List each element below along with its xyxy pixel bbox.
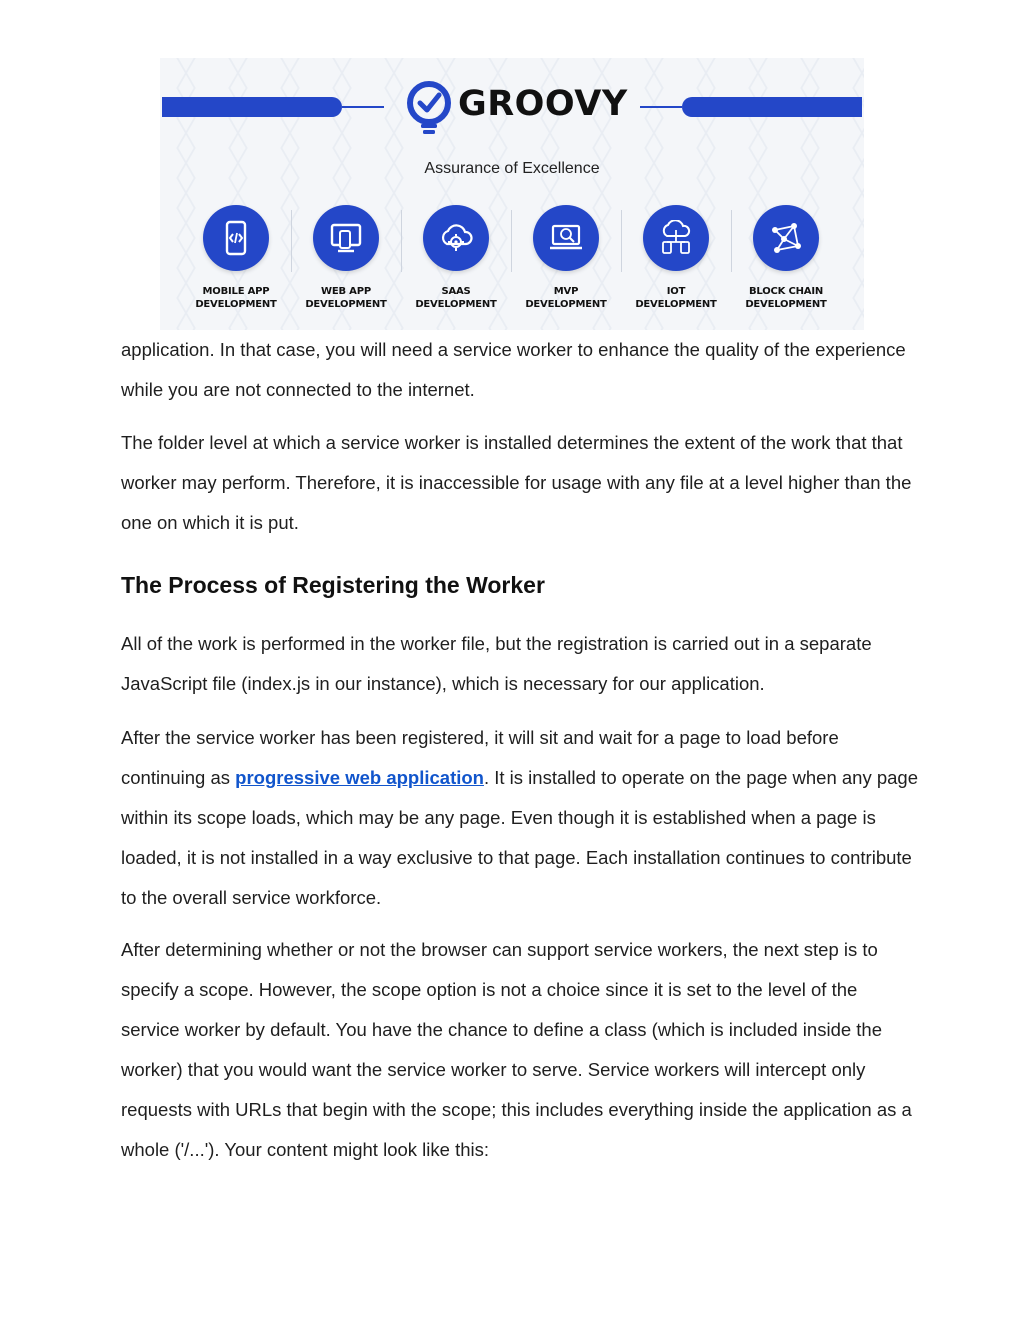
service-blockchain	[731, 205, 841, 315]
iot-cloud-icon	[658, 220, 694, 256]
service-line2: DEVELOPMENT	[635, 299, 717, 310]
service-web-app	[291, 205, 401, 315]
mvp-laptop-icon	[548, 220, 584, 256]
service-line1: SAAS	[441, 286, 471, 297]
groovy-banner	[160, 58, 864, 330]
web-app-icon	[328, 220, 364, 256]
service-line2: DEVELOPMENT	[195, 299, 277, 310]
service-iot	[621, 205, 731, 315]
section-heading: The Process of Registering the Worker	[121, 572, 545, 598]
blockchain-network-icon	[768, 220, 804, 256]
service-line1: BLOCK CHAIN	[748, 286, 824, 297]
tagline: Assurance of Excellence	[424, 160, 600, 177]
paragraph-text: . It is installed to operate on the page when any page within its scope loads, which may be any page. Even though it is established when a page is loaded, it is not installed in a way exclusive to that page. Each installation continues to contribute to the overall service workforce.	[121, 767, 918, 908]
service-line2: DEVELOPMENT	[745, 299, 827, 310]
paragraph-scope: After determining whether or not the browser can support service workers, the next step is to specify a scope. However, the scope option is not a choice since it is set to the level of the service worker by default. You have the chance to define a class (which is included inside the worker) that you would want the service worker to serve. Service workers will intercept only requests with URLs that begin with the scope; this includes everything inside the application as a whole ('/...'). Your content might look like this:	[121, 939, 912, 1160]
service-line1: IOT	[666, 286, 686, 297]
service-saas	[401, 205, 511, 315]
service-line1: MVP	[553, 286, 579, 297]
paragraph-offline-experience: application. In that case, you will need a service worker to enhance the quality of the experience while you are not connected to the internet.	[121, 339, 906, 400]
paragraph-after-registration	[121, 718, 921, 918]
service-line1: MOBILE APP	[202, 286, 270, 297]
service-line2: DEVELOPMENT	[305, 299, 387, 310]
right-brand-line	[640, 106, 682, 108]
paragraph-registration: All of the work is performed in the worker file, but the registration is carried out in a separate JavaScript file (index.js in our instance), which is necessary for our application.	[121, 633, 872, 694]
service-mvp	[511, 205, 621, 315]
mobile-code-icon	[218, 220, 254, 256]
right-brand-bar	[682, 97, 862, 117]
service-line2: DEVELOPMENT	[525, 299, 607, 310]
paragraph-text: After the service worker has been registered, it will sit and wait for a page to load before continuing as	[121, 727, 839, 788]
service-mobile-app	[181, 205, 291, 315]
cloud-gear-icon	[438, 220, 474, 256]
progressive-web-application-link[interactable]: progressive web application	[235, 767, 484, 788]
lightbulb-check-icon	[404, 80, 454, 138]
brand-name: GROOVY	[458, 84, 628, 124]
paragraph-folder-level: The folder level at which a service worker is installed determines the extent of the work that that worker may perform. Therefore, it is inaccessible for usage with any file at a level higher than the one on which it is put.	[121, 432, 912, 533]
left-brand-bar	[162, 97, 342, 117]
service-line1: WEB APP	[321, 286, 371, 297]
left-brand-line	[342, 106, 384, 108]
service-line2: DEVELOPMENT	[415, 299, 497, 310]
